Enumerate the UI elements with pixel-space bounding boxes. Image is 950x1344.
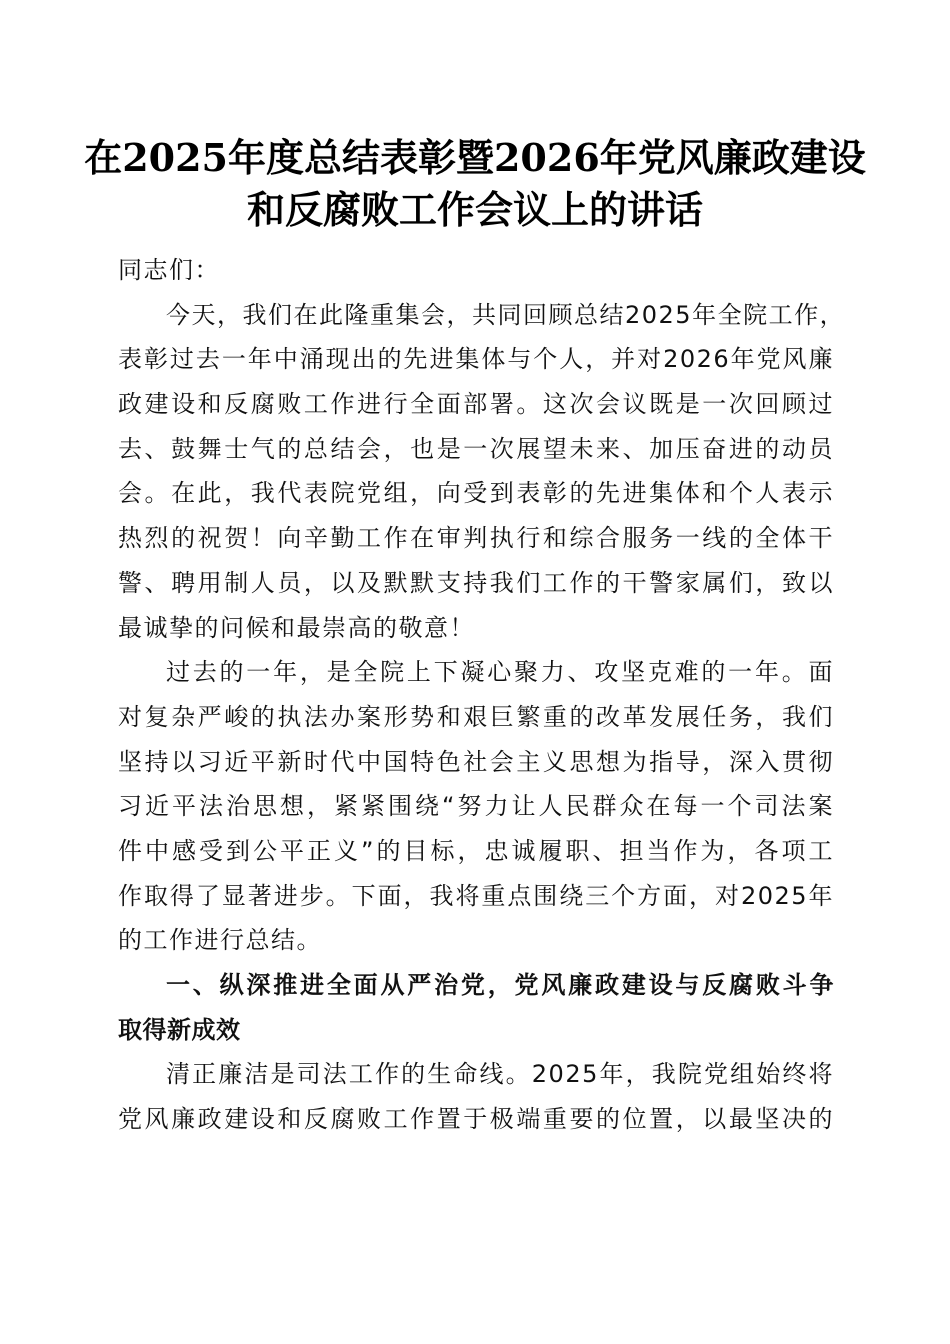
- paragraph-line: 过去的一年，是全院上下凝心聚力、攻坚克难的一年。面: [166, 658, 834, 687]
- document-body: [118, 248, 846, 1142]
- paragraph-line: 政建设和反腐败工作进行全面部署。这次会议既是一次回顾过: [118, 390, 834, 419]
- paragraph-line: 警、聘用制人员，以及默默支持我们工作的干警家属们，致以: [118, 568, 834, 597]
- paragraph-line: 党风廉政建设和反腐败工作置于极端重要的位置，以最坚决的: [118, 1105, 834, 1134]
- paragraph-line: 坚持以习近平新时代中国特色社会主义思想为指导，深入贯彻: [118, 747, 834, 776]
- section-heading: 取得新成效: [118, 1015, 241, 1044]
- paragraph-line: 会。在此，我代表院党组，向受到表彰的先进集体和个人表示: [118, 479, 834, 508]
- paragraph-line: 热烈的祝贺！向辛勤工作在审判执行和综合服务一线的全体干: [118, 524, 834, 553]
- paragraph-line: 今天，我们在此隆重集会，共同回顾总结2025年全院工作，: [166, 300, 846, 329]
- paragraph-line: 的工作进行总结。: [118, 926, 322, 955]
- paragraph-line: 去、鼓舞士气的总结会，也是一次展望未来、加压奋进的动员: [118, 434, 834, 463]
- salutation: 同志们：: [118, 256, 220, 284]
- paragraph-line: 最诚挚的问候和最崇高的敬意！: [118, 613, 475, 642]
- paragraph-line: 清正廉洁是司法工作的生命线。2025年，我院党组始终将: [166, 1060, 834, 1089]
- paragraph-line: 习近平法治思想，紧紧围绕“努力让人民群众在每一个司法案: [118, 792, 834, 821]
- title-line-2: 和反腐败工作会议上的讲话: [246, 187, 703, 232]
- paragraph-line: 表彰过去一年中涌现出的先进集体与个人，并对2026年党风廉: [118, 345, 834, 374]
- section-heading: 一、纵深推进全面从严治党，党风廉政建设与反腐败斗争: [166, 971, 834, 999]
- paragraph-line: 作取得了显著进步。下面，我将重点围绕三个方面，对2025年: [118, 881, 834, 910]
- title-line-1: 在2025年度总结表彰暨2026年党风廉政建设: [84, 135, 866, 180]
- paragraph-line: 件中感受到公平正义”的目标，忠诚履职、担当作为，各项工: [118, 836, 834, 865]
- document-title: [60, 132, 890, 236]
- paragraph-line: 对复杂严峻的执法办案形势和艰巨繁重的改革发展任务，我们: [118, 702, 834, 731]
